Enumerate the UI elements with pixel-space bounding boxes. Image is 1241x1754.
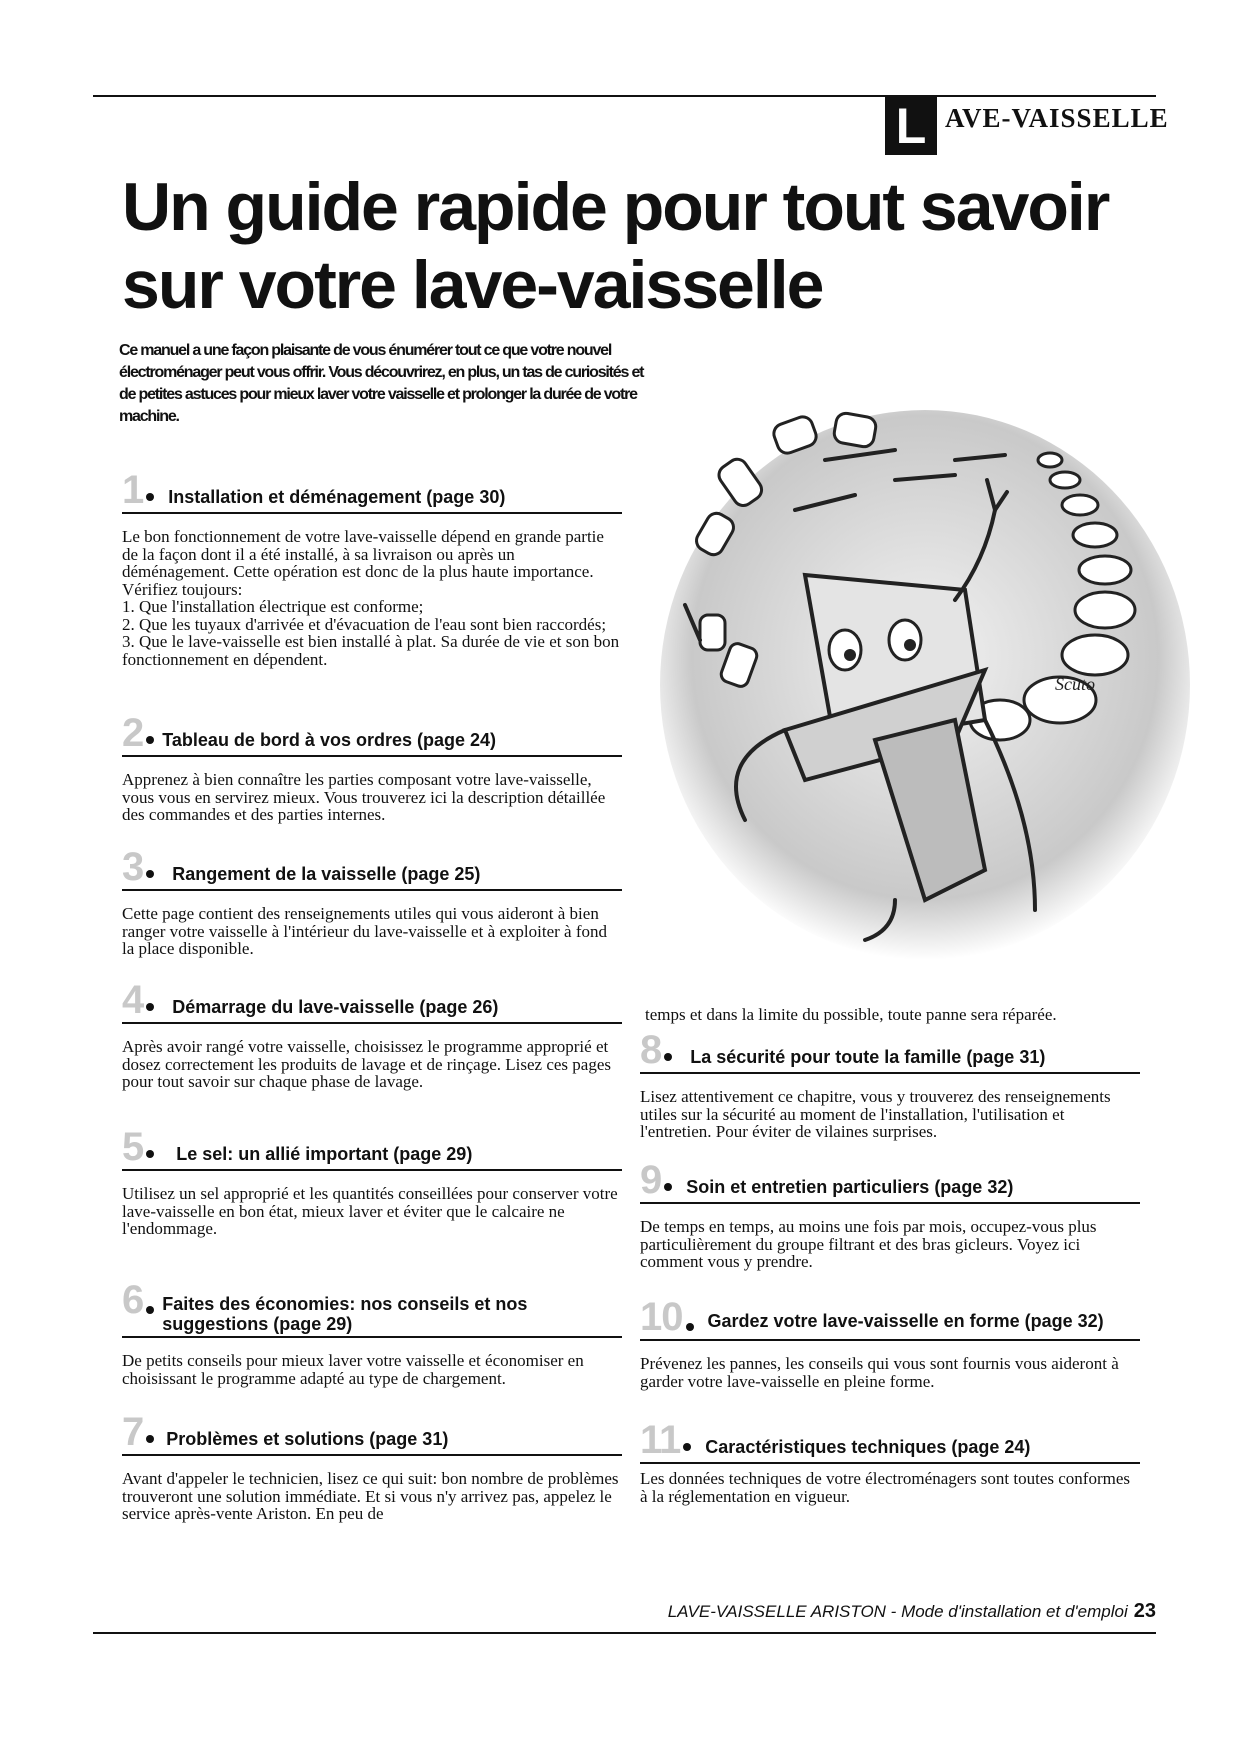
section-7 xyxy=(122,1412,622,1523)
section-3 xyxy=(122,847,622,958)
section-heading: Démarrage du lave-vaisselle (page 26) xyxy=(172,997,499,1017)
section-heading: Faites des économies: nos conseils et nos suggestions (page 29) xyxy=(162,1294,528,1334)
section-heading: Problèmes et solutions (page 31) xyxy=(166,1429,449,1449)
header-badge: L xyxy=(885,97,937,155)
section-body: Prévenez les pannes, les conseils qui vous sont fournis vous aideront à garder votre lave-vaisselle en pleine forme. xyxy=(640,1354,1119,1391)
section-body: De temps en temps, au moins une fois par mois, occupez-vous plus particulièrement du groupe filtrant et des bras gicleurs. Voyez ici comment vous y prendre. xyxy=(640,1217,1097,1271)
section-5 xyxy=(122,1127,622,1238)
header-word: AVE-VAISSELLE xyxy=(945,103,1169,133)
section-heading: Tableau de bord à vos ordres (page 24) xyxy=(162,730,497,750)
footer-text: LAVE-VAISSELLE ARISTON - Mode d'installation et d'emploi xyxy=(667,1602,1128,1621)
page-title: Un guide rapide pour tout savoir sur votre lave-vaisselle xyxy=(122,169,1109,323)
section-body: Les données techniques de votre électroménagers sont toutes conformes à la réglementation en vigueur. xyxy=(640,1469,1131,1506)
section-body: Avant d'appeler le technicien, lisez ce qui suit: bon nombre de problèmes trouveront une solution immédiate. Et si vous n'y arrivez pas, appelez le service après-vente Ariston. En peu de xyxy=(122,1469,619,1523)
dishwasher-illustration xyxy=(655,400,1195,970)
section-body: Lisez attentivement ce chapitre, vous y trouverez des renseignements utiles sur la sécurité au moment de l'installation, l'utilisation et l'entretien. Pour éviter de vilaines surprises. xyxy=(640,1087,1111,1141)
section-body: Cette page contient des renseignements utiles qui vous aideront à bien ranger votre vaisselle à l'intérieur du lave-vaisselle et à exploiter à fond la place disponible. xyxy=(122,904,607,958)
intro-paragraph: Ce manuel a une façon plaisante de vous énumérer tout ce que votre nouvel électroménager peut vous offrir. Vous découvrirez, en plus, un tas de curiosités et de petites astuces pour mieux laver votre vaisselle et prolonger la durée de votre machine. xyxy=(119,342,644,425)
section-body: Apprenez à bien connaître les parties composant votre lave-vaisselle, vous vous en servirez mieux. Vous trouverez ici la description détaillée des commandes et des parties internes. xyxy=(122,770,606,824)
section-body: Le bon fonctionnement de votre lave-vaisselle dépend en grande partie de la façon dont il a été installé, à sa livraison ou après un déménagement. Cette opération est donc de la plus haute importance. Vérifiez toujours: xyxy=(122,527,604,599)
section-heading: La sécurité pour toute la famille (page 31) xyxy=(690,1047,1046,1067)
section-list-item: 2. Que les tuyaux d'arrivée et d'évacuation de l'eau sont bien raccordés; xyxy=(122,614,607,634)
section-list-item: 3. Que le lave-vaisselle est bien installé à plat. Sa durée de vie et son bon fonctionnement en dépendent. xyxy=(122,632,620,669)
bottom-rule xyxy=(93,1632,1156,1634)
section-number: 10 xyxy=(640,1295,683,1339)
section-6 xyxy=(122,1280,622,1387)
section-number: 9 xyxy=(640,1158,662,1202)
section-10 xyxy=(640,1297,1140,1390)
page-footer xyxy=(668,1600,1156,1623)
page-number: 23 xyxy=(1133,1600,1156,1622)
section-1 xyxy=(122,470,622,668)
section-9 xyxy=(640,1160,1140,1271)
section-4 xyxy=(122,980,622,1091)
section-number: 4 xyxy=(122,978,144,1022)
section-number: 2 xyxy=(122,711,144,755)
section-number: 5 xyxy=(122,1125,144,1169)
top-rule xyxy=(93,95,1156,97)
section-body: Utilisez un sel approprié et les quantités conseillées pour conserver votre lave-vaisselle en bon état, mieux laver et éviter que le calcaire ne l'endommage. xyxy=(122,1184,618,1238)
section-heading: Gardez votre lave-vaisselle en forme (page 32) xyxy=(707,1311,1104,1331)
section-heading: Caractéristiques techniques (page 24) xyxy=(705,1437,1031,1457)
section-11 xyxy=(640,1420,1140,1505)
section-number: 6 xyxy=(122,1278,144,1322)
section-number: 11 xyxy=(640,1418,681,1462)
section-heading: Le sel: un allié important (page 29) xyxy=(176,1144,473,1164)
section-8 xyxy=(640,1030,1140,1141)
section-list-item: 1. Que l'installation électrique est conforme; xyxy=(122,597,424,616)
section-2 xyxy=(122,713,622,824)
section-number: 7 xyxy=(122,1410,144,1454)
section-heading: Installation et déménagement (page 30) xyxy=(168,487,506,507)
section-heading: Rangement de la vaisselle (page 25) xyxy=(172,864,481,884)
section-heading: Soin et entretien particuliers (page 32) xyxy=(686,1177,1014,1197)
section-number: 1 xyxy=(122,468,144,512)
section-body: Après avoir rangé votre vaisselle, choisissez le programme approprié et dosez correctement les produits de lavage et de rinçage. Lisez ces pages pour tout savoir sur chaque phase de lavage. xyxy=(122,1037,611,1091)
section-number: 3 xyxy=(122,845,144,889)
section-7-continuation: temps et dans la limite du possible, toute panne sera réparée. xyxy=(645,1005,1057,1024)
section-number: 8 xyxy=(640,1028,662,1072)
section-body: De petits conseils pour mieux laver votre vaisselle et économiser en choisissant le programme adapté au type de chargement. xyxy=(122,1351,584,1388)
illustration-signature: Scuto xyxy=(1055,674,1095,694)
